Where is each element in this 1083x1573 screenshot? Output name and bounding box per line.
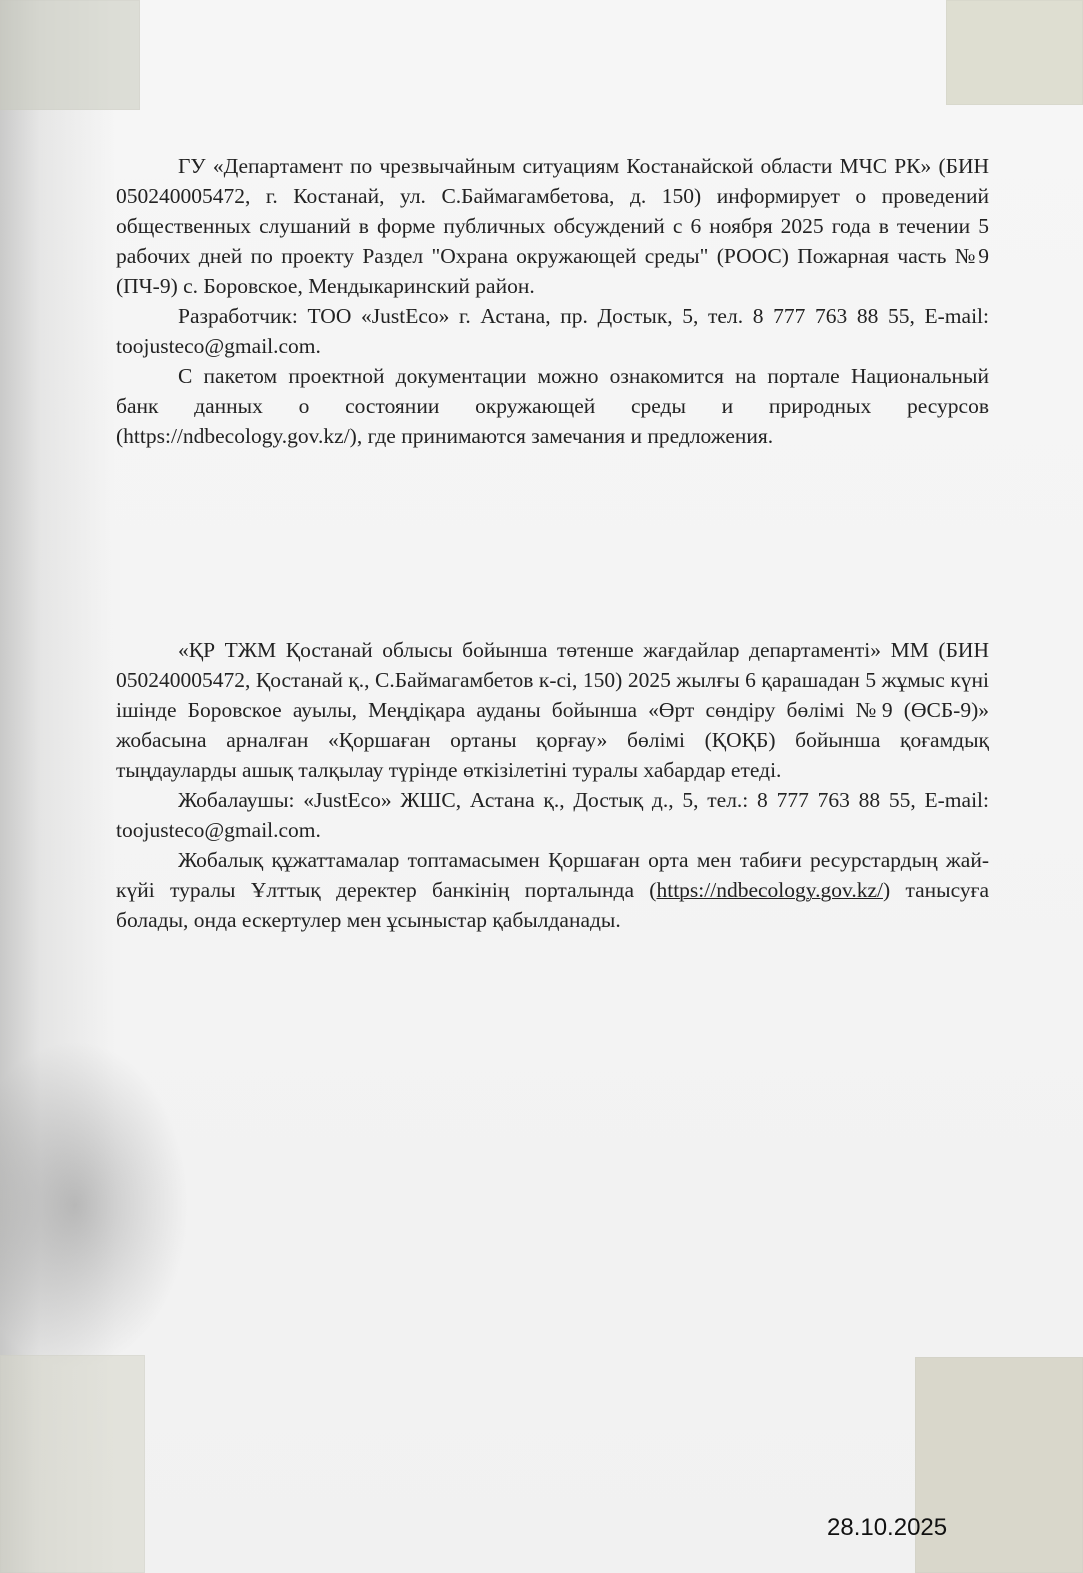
kz-doc-text-after: ) танысуға болады, онда ескертулер мен ұсыныстар қабылданады. — [116, 878, 989, 932]
tape-top-right — [946, 0, 1083, 105]
tape-bottom-left — [0, 1355, 145, 1573]
tape-top-left — [0, 0, 140, 110]
ru-paragraph-developer: Разработчик: ТОО «JustEco» г. Астана, пр. Достык, 5, тел. 8 777 763 88 55, E-mail: toojusteco@gmail.com. — [116, 304, 989, 358]
kz-paragraph-announcement: «ҚР ТЖМ Қостанай облысы бойынша төтенше жағдайлар департаменті» ММ (БИН 050240005472, Қостанай қ., С.Баймагамбетов к-сі, 150) 2025 жылғы 6 қарашадан 5 жұмыс күні ішінде Боровское ауылы, Меңдіқара ауданы бойынша «Өрт сөндіру бөлімі №9 (ӨСБ-9)» жобасына арналған «Қоршаған ортаны қорғау» бөлімі (ҚОҚБ) бойынша қоғамдық тыңдауларды ашық талқылау түрінде өткізілетіні туралы хабардар етеді. — [116, 638, 989, 782]
ru-paragraph-announcement: ГУ «Департамент по чрезвычайным ситуациям Костанайской области МЧС РК» (БИН 050240005472, г. Костанай, ул. С.Баймагамбетова, д. 150) информирует о проведений общественных слушаний в форме публичных обсуждений с 6 ноября 2025 года в течении 5 рабочих дней по проекту Раздел "Охрана окружающей среды" (РООС) Пожарная часть №9 (ПЧ-9) с. Боровское, Мендыкаринский район. — [116, 154, 989, 298]
kz-doc-text-before: Жобалық құжаттамалар топтамасымен Қоршаған орта мен табиғи ресурстардың жай-күйі туралы Ұлттық деректер банкінің порталында ( — [116, 848, 989, 902]
hand-shadow — [0, 1040, 190, 1370]
ru-paragraph-documentation: С пакетом проектной документации можно ознакомится на портале Национальный банк данных о состоянии окружающей среды и природных ресурсов (https://ndbecology.gov.kz/), где принимаются замечания и предложения. — [116, 364, 989, 448]
notice-russian — [116, 151, 989, 451]
photo-date-stamp: 28.10.2025 — [827, 1514, 948, 1541]
kz-paragraph-documentation — [116, 845, 989, 935]
notice-kazakh — [116, 635, 989, 935]
kz-paragraph-developer: Жобалаушы: «JustEco» ЖШС, Астана қ., Достық д., 5, тел.: 8 777 763 88 55, E-mail: toojusteco@gmail.com. — [116, 788, 989, 842]
kz-portal-link[interactable]: https://ndbecology.gov.kz/ — [656, 878, 883, 902]
